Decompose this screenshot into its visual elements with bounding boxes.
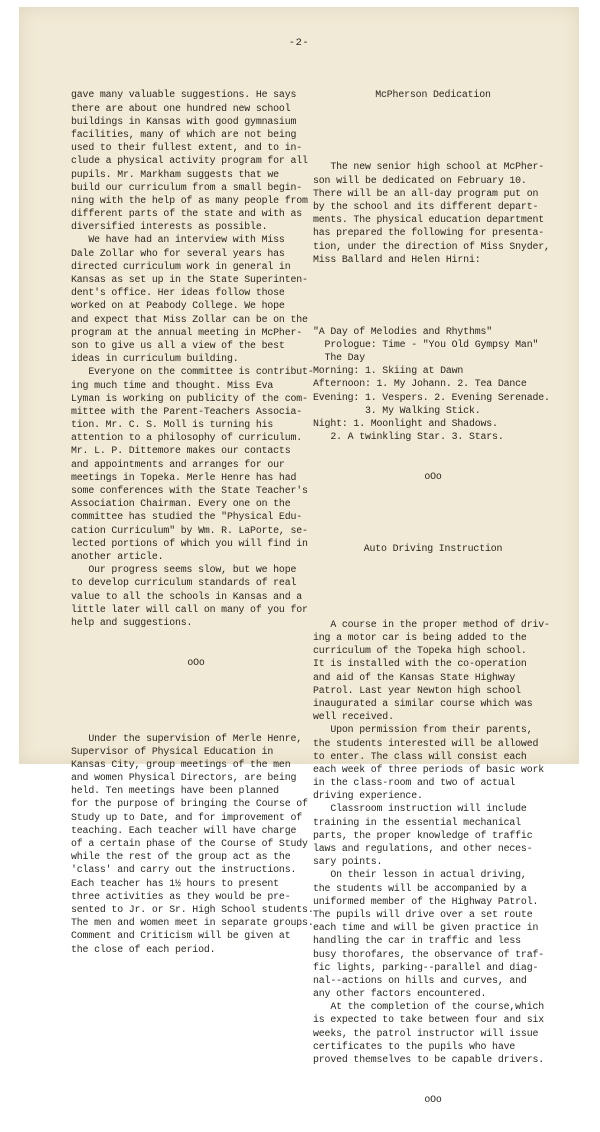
text-line: and women Physical Directors, are being [71,772,297,784]
text-line: nal--actions on hills and curves, and [313,974,527,986]
text-line: busy thorofares, the observance of traf- [313,948,545,960]
text-line: well received. [313,711,394,723]
text-line: Kansas as set up in the State Superinten- [71,274,308,286]
text-line: On their lesson in actual driving, [313,869,527,881]
text-line: laws and regulations, and other neces- [313,843,533,854]
text-line: directed curriculum work in general in [71,260,291,272]
text-line: Mr. L. P. Dittemore makes our contacts [71,445,291,457]
text-line: parts, the proper knowledge of traffic [313,829,533,841]
text-line: clude a physical activity program for all [71,155,308,167]
text-line: The new senior high school at McPher- [313,161,545,173]
text-line: handling the car in traffic and less [313,935,521,947]
text-line: curriculum of the Topeka high school. [313,645,527,657]
text-line: Upon permission from their parents, [313,724,533,736]
text-line: mittee with the Parent-Teachers Associa- [71,405,303,417]
text-line: Patrol. Last year Newton high school [313,684,521,696]
text-line: Kansas City, group meetings of the men [71,758,291,770]
text-line: It is installed with the co-operation [313,658,527,670]
text-line: some conferences with the State Teacher's [71,485,308,497]
text-line: has prepared the following for presenta- [313,227,545,239]
text-line: little later will call on many of you for [71,603,308,615]
text-line: son will be dedicated on February 10. [313,174,527,186]
text-line: used to their fullest extent, and to in- [71,142,303,154]
text-line: weeks, the patrol instructor will issue [313,1027,539,1039]
article-separator: oOo [187,656,205,668]
left-column [71,62,321,982]
right-column [313,62,553,1132]
text-line: worked on at Peabody College. We hope [71,300,285,312]
text-line: teaching. Each teacher will have charge [71,824,297,836]
text-line: any other factors encountered. [313,988,487,1000]
text-line: the close of each period. [71,943,216,955]
text-line: tion, under the direction of Miss Snyder, [313,240,550,252]
text-line: committee has studied the "Physical Edu- [71,511,303,523]
text-line: Evening: 1. Vespers. 2. Evening Serenade. [313,391,550,403]
page-number: -2- [288,37,310,49]
text-line: Each teacher has 1½ hours to present [71,877,279,889]
text-line: Everyone on the committee is contribut- [71,366,314,378]
text-line: lected portions of which you will find in [71,537,308,549]
text-line: to enter. The class will consist each [313,750,527,762]
text-line: Afternoon: 1. My Johann. 2. Tea Dance [313,378,527,390]
text-line: three activities as they would be pre- [71,890,291,902]
text-line: ideas in curriculum building. [71,353,239,365]
text-line: is expected to take between four and six [313,1014,545,1026]
text-line: pupils. Mr. Markham suggests that we [71,168,279,180]
text-line: build our curriculum from a small begin- [71,181,303,193]
text-line: Miss Ballard and Helen Hirni: [313,253,481,265]
driving-article [313,618,553,1066]
text-line: Comment and Criticism will be given at [71,930,291,942]
text-line: buildings in Kansas with good gymnasium [71,115,297,127]
text-line: each time and will be given practice in [313,922,539,934]
text-line: while the rest of the group act as the [71,851,291,863]
text-line: Morning: 1. Skiing at Dawn [313,365,464,377]
text-line: ments. The physical education department [313,214,545,226]
text-line: held. Ten meetings have been planned [71,785,279,797]
text-line: uniformed member of the Highway Patrol. [313,895,539,907]
text-line: Lyman is working on publicity of the com- [71,392,308,404]
text-line: inaugurated a similar course which was [313,697,533,709]
text-line: to develop curriculum standards of real [71,577,297,589]
text-line: The pupils will drive over a set route [313,908,533,920]
text-line: for the purpose of bringing the Course of [71,798,308,810]
text-line: proved themselves to be capable drivers. [313,1054,545,1065]
article-separator: oOo [424,1093,442,1105]
text-line: another article. [71,550,164,562]
text-line: the students will be accompanied by a [313,882,527,894]
text-line: attention to a philosophy of curriculum. [71,432,303,444]
text-line: Supervisor of Physical Education in [71,745,274,757]
text-line: Under the supervision of Merle Henre, [71,732,303,744]
text-line: the students interested will be allowed [313,737,539,749]
program-list [313,325,553,444]
text-line: Association Chairman. Every one on the [71,498,291,510]
group-meetings-article [71,732,321,956]
text-line: there are about one hundred new school [71,102,291,114]
text-line: in the class-room and two of actual [313,777,516,789]
driving-title: Auto Driving Instruction [363,542,503,554]
text-line: facilities, many of which are not being [71,128,297,140]
text-line: son to give us all a view of the best [71,339,285,351]
text-line: There will be an all-day program put on [313,187,539,199]
dedication-article [313,160,553,266]
text-line: driving experience. [313,790,423,802]
text-line: program at the annual meeting in McPher- [71,326,303,338]
text-line: sented to Jr. or Sr. High School students. [71,903,314,915]
text-line: The men and women meet in separate groups. [71,917,314,929]
text-line: 'class' and carry out the instructions. [71,864,297,876]
text-line: and expect that Miss Zollar can be on the [71,313,308,325]
text-line: of a certain phase of the Course of Study [71,838,308,849]
text-line: ing much time and thought. Miss Eva [71,379,274,391]
text-line: tion. Mr. C. S. Moll is turning his [71,419,274,431]
text-line: Study up to Date, and for improvement of [71,811,303,823]
article-separator: oOo [424,470,442,482]
text-line: value to all the schools in Kansas and a [71,590,303,602]
text-line: At the completion of the course,which [313,1001,545,1013]
dedication-title: McPherson Dedication [375,89,491,101]
text-line: Our progress seems slow, but we hope [71,564,297,576]
text-line: help and suggestions. [71,616,193,628]
text-line: "A Day of Melodies and Rhythms" [313,325,493,337]
text-line: The Day [313,352,365,364]
text-line: fic lights, parking--parallel and diag- [313,961,539,973]
text-line: Classroom instruction will include [313,803,527,815]
text-line: sary points. [313,856,383,868]
text-line: Prologue: Time - "You Old Gympsy Man" [313,338,539,350]
text-line: and appointments and arranges for our [71,458,285,470]
text-line: 3. My Walking Stick. [313,404,481,416]
text-line: Night: 1. Moonlight and Shadows. [313,418,498,430]
text-line: training in the essential mechanical [313,816,521,828]
text-line: gave many valuable suggestions. He says [71,89,297,101]
text-line: each week of three periods of basic work [313,763,545,775]
text-line: A course in the proper method of driv- [313,618,550,630]
text-line: dent's office. Her ideas follow those [71,287,285,299]
text-line: and aid of the Kansas State Highway [313,671,516,683]
text-line: cation Curriculum" by Wm. R. LaPorte, se- [71,524,308,536]
text-line: Dale Zollar who for several years has [71,247,285,259]
text-line: meetings in Topeka. Merle Henre has had [71,471,297,483]
text-line: diversified interests as possible. [71,221,268,233]
text-line: 2. A twinkling Star. 3. Stars. [313,431,504,443]
text-line: certificates to the pupils who have [313,1040,516,1052]
document-page [19,7,579,1105]
curriculum-article [71,88,321,629]
text-line: different parts of the state and with as [71,208,303,220]
text-line: by the school and its different depart- [313,200,539,212]
text-line: ing a motor car is being added to the [313,632,527,643]
text-line: We have had an interview with Miss [71,234,285,246]
text-line: ning with the help of as many people from [71,194,308,206]
